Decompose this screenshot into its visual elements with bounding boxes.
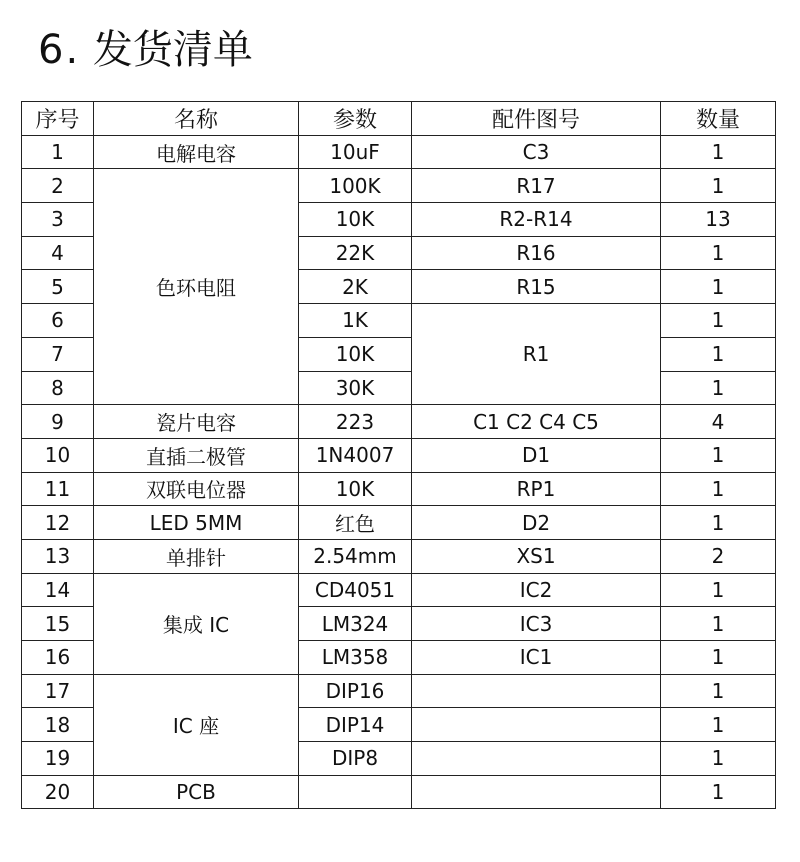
cell-qty: 1 — [661, 641, 776, 675]
cell-param: 10K — [299, 472, 412, 506]
cell-name: 双联电位器 — [94, 472, 299, 506]
cell-no: 4 — [22, 236, 94, 270]
cell-qty: 1 — [661, 371, 776, 405]
cell-param: 1K — [299, 304, 412, 338]
cell-ref: R17 — [412, 169, 661, 203]
cell-ref: R2-R14 — [412, 203, 661, 237]
cell-qty: 1 — [661, 169, 776, 203]
table-row — [22, 169, 776, 203]
cell-ref — [412, 708, 661, 742]
cell-ref: IC2 — [412, 573, 661, 607]
cell-qty: 1 — [661, 742, 776, 776]
cell-no: 16 — [22, 641, 94, 675]
cell-ref: RP1 — [412, 472, 661, 506]
cell-qty: 1 — [661, 304, 776, 338]
table-row — [22, 674, 776, 708]
cell-name: LED 5MM — [94, 506, 299, 540]
cell-qty: 1 — [661, 472, 776, 506]
cell-no: 12 — [22, 506, 94, 540]
cell-name: 单排针 — [94, 539, 299, 573]
cell-ref: XS1 — [412, 539, 661, 573]
cell-no: 14 — [22, 573, 94, 607]
column-header-no: 序号 — [22, 102, 94, 136]
cell-no: 7 — [22, 337, 94, 371]
cell-ref: R15 — [412, 270, 661, 304]
cell-param: 22K — [299, 236, 412, 270]
page-title — [38, 22, 253, 78]
cell-no: 10 — [22, 438, 94, 472]
cell-param: 10K — [299, 337, 412, 371]
cell-param: 红色 — [299, 506, 412, 540]
cell-no: 19 — [22, 742, 94, 776]
table-row — [22, 539, 776, 573]
cell-no: 20 — [22, 775, 94, 809]
cell-ref: D1 — [412, 438, 661, 472]
table-row — [22, 135, 776, 169]
cell-ref: IC3 — [412, 607, 661, 641]
cell-param: 10K — [299, 203, 412, 237]
cell-ref: D2 — [412, 506, 661, 540]
cell-param: 30K — [299, 371, 412, 405]
column-header-ref: 配件图号 — [412, 102, 661, 136]
cell-ref — [412, 775, 661, 809]
cell-name: 色环电阻 — [94, 169, 299, 405]
cell-name: IC 座 — [94, 674, 299, 775]
cell-name: PCB — [94, 775, 299, 809]
cell-qty: 13 — [661, 203, 776, 237]
cell-ref: R1 — [412, 304, 661, 405]
cell-name: 瓷片电容 — [94, 405, 299, 439]
cell-qty: 2 — [661, 539, 776, 573]
cell-no: 18 — [22, 708, 94, 742]
cell-param: LM324 — [299, 607, 412, 641]
cell-param: 223 — [299, 405, 412, 439]
cell-qty: 1 — [661, 438, 776, 472]
column-header-name: 名称 — [94, 102, 299, 136]
cell-qty: 1 — [661, 506, 776, 540]
column-header-qty: 数量 — [661, 102, 776, 136]
cell-no: 15 — [22, 607, 94, 641]
cell-ref: C1 C2 C4 C5 — [412, 405, 661, 439]
cell-name: 直插二极管 — [94, 438, 299, 472]
table-row — [22, 775, 776, 809]
section-title: 发货清单 — [92, 27, 253, 73]
cell-qty: 1 — [661, 573, 776, 607]
cell-no: 11 — [22, 472, 94, 506]
cell-qty: 4 — [661, 405, 776, 439]
cell-no: 2 — [22, 169, 94, 203]
cell-param: DIP16 — [299, 674, 412, 708]
section-number: 6. — [38, 27, 81, 73]
shipping-list-table — [21, 101, 776, 809]
cell-no: 3 — [22, 203, 94, 237]
cell-param: DIP14 — [299, 708, 412, 742]
table-row — [22, 405, 776, 439]
cell-param: 2K — [299, 270, 412, 304]
cell-ref — [412, 742, 661, 776]
cell-no: 1 — [22, 135, 94, 169]
cell-param: 2.54mm — [299, 539, 412, 573]
cell-qty: 1 — [661, 135, 776, 169]
table-row — [22, 506, 776, 540]
cell-qty: 1 — [661, 674, 776, 708]
cell-qty: 1 — [661, 337, 776, 371]
cell-param: DIP8 — [299, 742, 412, 776]
cell-no: 6 — [22, 304, 94, 338]
cell-ref: C3 — [412, 135, 661, 169]
table-row — [22, 438, 776, 472]
cell-qty: 1 — [661, 270, 776, 304]
cell-ref: R16 — [412, 236, 661, 270]
cell-param: 10uF — [299, 135, 412, 169]
cell-no: 13 — [22, 539, 94, 573]
cell-qty: 1 — [661, 708, 776, 742]
cell-no: 8 — [22, 371, 94, 405]
cell-param: 100K — [299, 169, 412, 203]
cell-param: CD4051 — [299, 573, 412, 607]
table-header-row — [22, 102, 776, 136]
cell-ref — [412, 674, 661, 708]
cell-qty: 1 — [661, 607, 776, 641]
cell-qty: 1 — [661, 236, 776, 270]
cell-param — [299, 775, 412, 809]
table-row — [22, 472, 776, 506]
column-header-param: 参数 — [299, 102, 412, 136]
cell-no: 17 — [22, 674, 94, 708]
cell-ref: IC1 — [412, 641, 661, 675]
cell-name: 集成 IC — [94, 573, 299, 674]
cell-qty: 1 — [661, 775, 776, 809]
cell-param: 1N4007 — [299, 438, 412, 472]
table-row — [22, 573, 776, 607]
cell-no: 9 — [22, 405, 94, 439]
cell-param: LM358 — [299, 641, 412, 675]
cell-no: 5 — [22, 270, 94, 304]
cell-name: 电解电容 — [94, 135, 299, 169]
